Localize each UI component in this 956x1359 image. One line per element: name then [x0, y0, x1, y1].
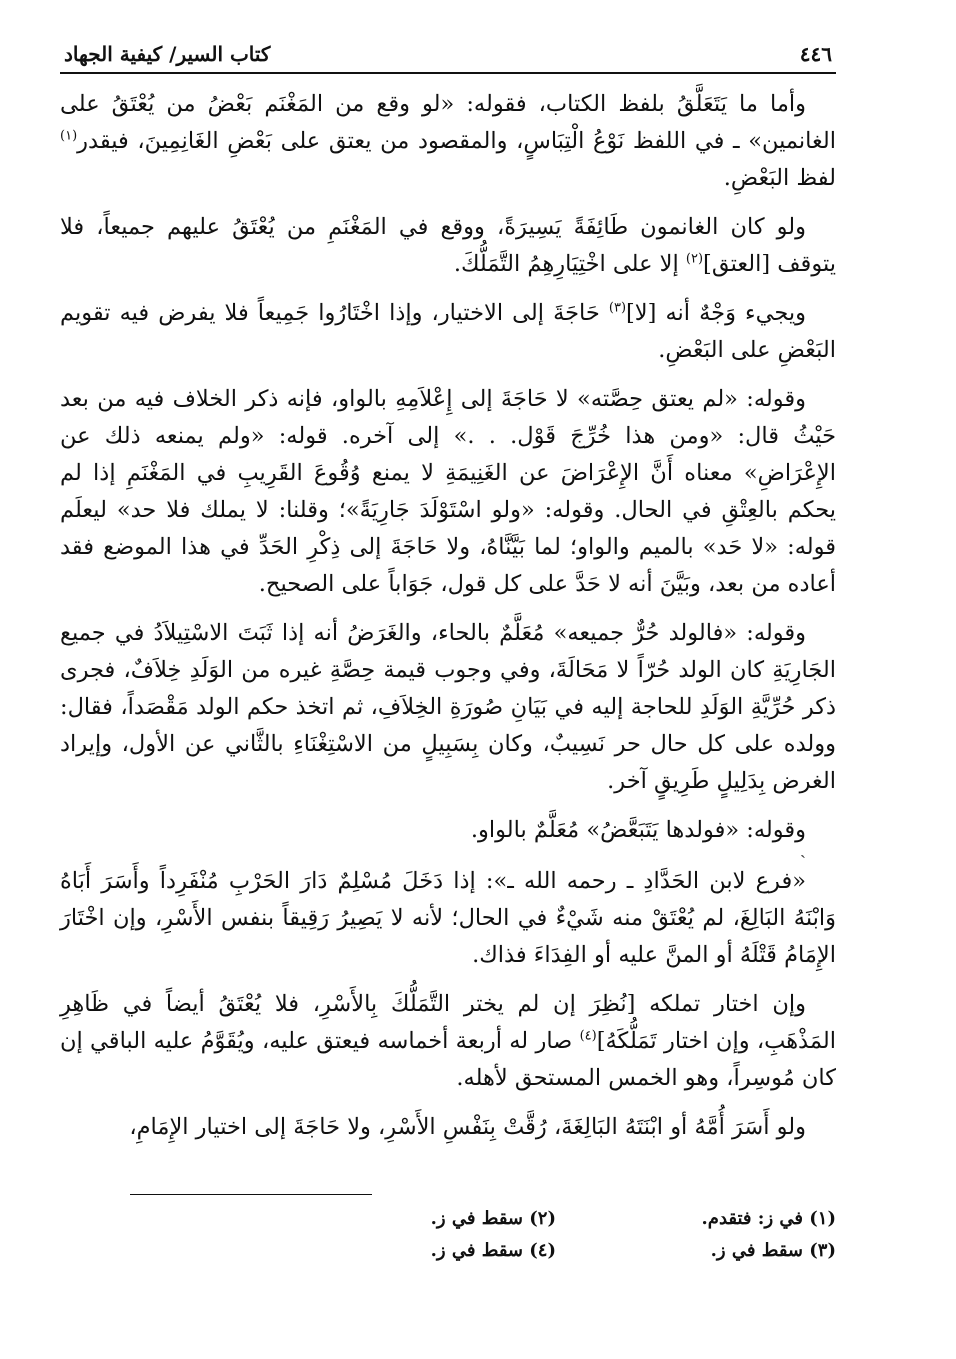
paragraph: ولو كان الغانمون طَائِفَةً يَسِيرَةً، ووقع في المَغْنَمِ من يُعْتَقُ عليهم جميعاً، فلا يتوقف [العتق]$^{(٢)}$ إلا على اخْتِيَارِهِمُ التَّمَلُّكَ. [60, 214, 836, 277]
footnote-divider [130, 1194, 372, 1195]
margin-mark: ˎ [800, 838, 806, 859]
footnote-4: (٤) سقط في ز. [430, 1240, 556, 1261]
footnote-ref: (٣) [608, 300, 627, 316]
paragraph: وقوله: «فولدها يَتَبَعَّضُ» مُعَلَّمٌ بالواو. [470, 817, 806, 843]
footnote-ref: (٢) [685, 251, 704, 267]
paragraph: «فرع لابن الحَدَّادِ ـ رحمه الله ـ»: إذا دَخَلَ مُسْلِمٌ دَارَ الحَرْبِ مُنْفَرِداً وأَسَرَ أَبَاهُ وَابْنَهُ البَالِغَ، لم يُعْتَقْ منه شَيْءٌ في الحال؛ لأنه لا يَصِيرُ رَقِيقاً بنفس الأَسْرِ، وإن اخْتَارَ الإِمَامُ قَتْلَهُ أو المنَّ عليه أو الفِدَاءَ فذاك. [60, 868, 836, 968]
running-title: كتاب السير/ كيفية الجهاد [64, 42, 271, 66]
paragraph: ويجيء وَجْهٌ أنه [لا]$^{(٣)}$ حَاجَةَ إلى الاختيار، وإذا اخْتَارُوا جَمِيعاً فلا يفرض فيه تقويم البَعْضِ على البَعْضِ. [60, 300, 836, 363]
paragraph: ولو أَسَرَ أُمَّهُ أو ابْنَتَهُ البَالِغَةَ، رُقَّتْ بِنَفْسِ الأَسْرِ، ولا حَاجَةَ إلى اختيار الإِمَامِ، [129, 1114, 806, 1140]
paragraph: وإن اختار تملكه [نُظِرَ إن لم يختر التَّمَلُّكَ بِالأَسْرِ، فلا يُعْتَقُ أيضاً في ظَاهِرِ المَذْهَبِ، وإن اختار تَمَلُّكَهُ]$^{(٤)}$ صار له أربعة أخماسه فيعتق عليه، ويُقَوَّمُ عليه الباقي إن كان مُوسِراً، وهو الخمس المستحق لأهله. [60, 991, 836, 1091]
footnote-3: (٣) سقط في ز. [710, 1240, 836, 1261]
footnote-1: (١) في ز: فتقدم. [701, 1208, 836, 1229]
running-header [60, 42, 836, 74]
page-number: ٤٤٦ [799, 42, 832, 66]
footnote-ref: (٤) [579, 1028, 597, 1044]
paragraph: وقوله: «فالولد حُرٌّ جميعه» مُعَلَّمٌ بالحاء، والغَرَضُ أنه إذا ثَبَتَ الاسْتِيلاَدُ في جميع الجَارِيَةِ كان الولد حُرّاً لا مَحَالَةَ، وفي وجوب قيمة حِصَّةِ غيره من الوَلَدِ خِلاَفٌ، فجرى ذكر حُرِّيَّةِ الوَلَدِ للحاجة إليه في بَيَانِ صُورَةِ الخِلاَفِ، ثم اتخذ حكم الولد مَقْصَداً، فقال: وولده على كل حال حر نَسِيبٌ، وكان بِسَبِيلٍ من الاسْتِغْنَاءِ بالثَّاني عن الأول، وإيراد الغرض بِدَلِيلٍ طَرِيقٍ آخر. [60, 620, 836, 794]
main-text [60, 86, 836, 1146]
footnote-2: (٢) سقط في ز. [430, 1208, 556, 1229]
footnote-ref: (١) [60, 128, 78, 144]
document-page [60, 42, 836, 1158]
paragraph: وقوله: «لم يعتق حِصَّته» لا حَاجَةَ إلى إِعْلاَمِهِ بالواو، فإنه ذكر الخلاف فيه من بعد حَيْثُ قال: «ومن هذا خُرِّجَ قَوْل. . .» إلى آخره. قوله: «ولم يمنعه ذلك عن الإِعْرَاضِ» معناه أَنَّ الإِعْرَاضَ عن الغَنِيمَةِ لا يمنع وُقُوعَ القَرِيبِ في المَغْنَمِ إذا لم يحكم بالعِتْقِ في الحال. وقوله: «ولو اسْتَوْلَدَ جَارِيَةً»؛ وقلنا: لا يملك فلا حد» ليعلَم قوله: «لا حَد» بالميم والواو؛ لما بَيَّنَّاهُ، ولا حَاجَةَ إلى ذِكْرِ الحَدِّ في هذا الموضع فقد أعاده من بعد، وبَيَّنَ أنه لا حَدَّ على كل قول، جَوَاباً على الصحيح. [60, 386, 836, 597]
paragraph: وأما ما يَتَعَلَّقُ بلفظ الكتاب، فقوله: «لو وقع من المَغْنَم بَعْضُ من يُعْتَقُ على الغانمين» ـ في اللفظ نَوْعُ الْتِبَاسٍ، والمقصود من يعتق على بَعْضِ الغَانِمِينَ، فيقدر$^{(١)}$ لفظ البَعْضِ. [60, 91, 836, 191]
footnotes [276, 1206, 836, 1264]
